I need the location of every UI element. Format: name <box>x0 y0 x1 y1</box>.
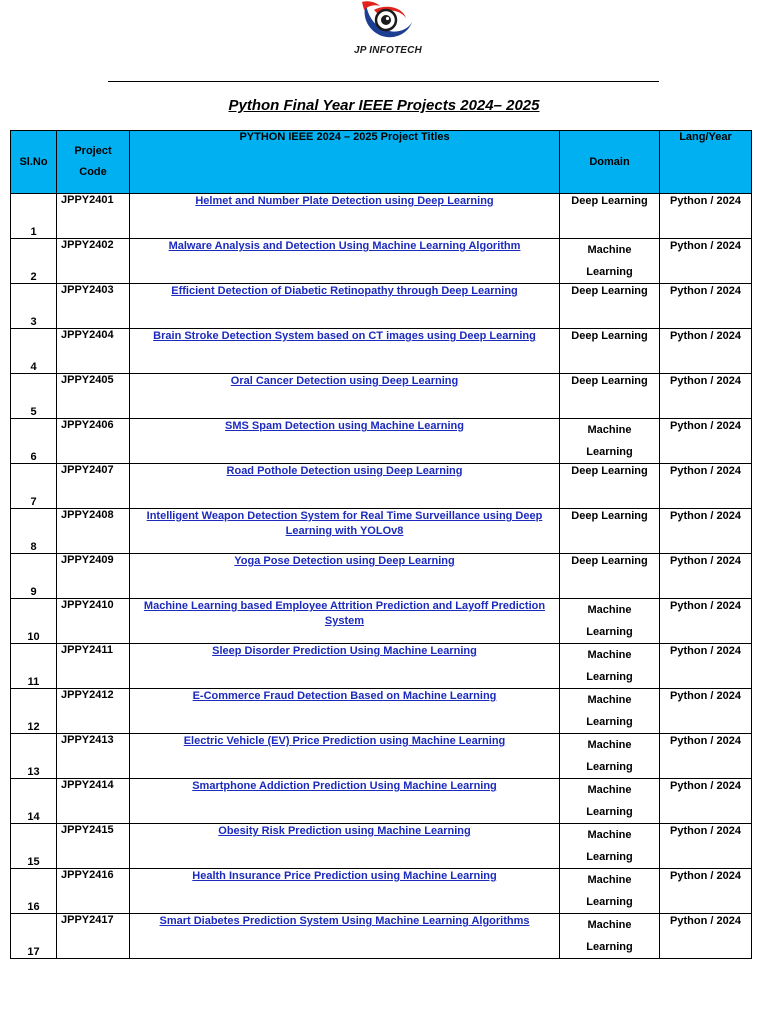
domain-line1: Machine <box>587 694 632 706</box>
project-title-link[interactable]: Efficient Detection of Diabetic Retinopathy through Deep Learning <box>171 285 518 297</box>
project-title-link[interactable]: Oral Cancer Detection using Deep Learning <box>230 375 459 387</box>
cell-lang-year: Python / 2024 <box>660 599 752 644</box>
cell-project-title <box>130 914 560 959</box>
cell-project-code: JPPY2405 <box>57 374 130 419</box>
cell-project-title <box>130 509 560 554</box>
cell-domain <box>560 644 660 689</box>
project-title-link[interactable]: Smart Diabetes Prediction System Using Machine Learning Algorithms <box>159 915 530 927</box>
table-header-row <box>11 131 752 194</box>
cell-lang-year: Python / 2024 <box>660 464 752 509</box>
cell-project-code: JPPY2416 <box>57 869 130 914</box>
cell-project-code: JPPY2404 <box>57 329 130 374</box>
cell-project-code: JPPY2408 <box>57 509 130 554</box>
project-title-link[interactable]: E-Commerce Fraud Detection Based on Machine Learning <box>192 690 497 702</box>
cell-sl-no: 3 <box>11 284 57 329</box>
cell-lang-year: Python / 2024 <box>660 329 752 374</box>
table-row <box>11 779 752 824</box>
domain-line1: Deep Learning <box>571 330 648 342</box>
table-row <box>11 239 752 284</box>
cell-lang-year: Python / 2024 <box>660 554 752 599</box>
cell-domain <box>560 329 660 374</box>
cell-project-code: JPPY2410 <box>57 599 130 644</box>
cell-lang-year: Python / 2024 <box>660 779 752 824</box>
cell-sl-no: 8 <box>11 509 57 554</box>
domain-line2: Learning <box>586 671 633 683</box>
cell-project-title <box>130 644 560 689</box>
cell-sl-no: 12 <box>11 689 57 734</box>
domain-line2: Learning <box>586 941 633 953</box>
project-title-link[interactable]: Machine Learning based Employee Attrition Prediction and Layoff Prediction System <box>143 600 546 627</box>
cell-project-code: JPPY2407 <box>57 464 130 509</box>
cell-project-title <box>130 284 560 329</box>
table-row <box>11 464 752 509</box>
header-project-titles: PYTHON IEEE 2024 – 2025 Project Titles <box>130 131 560 194</box>
domain-line1: Deep Learning <box>571 195 648 207</box>
project-title-link[interactable]: Road Pothole Detection using Deep Learning <box>226 465 463 477</box>
cell-lang-year: Python / 2024 <box>660 509 752 554</box>
cell-sl-no: 17 <box>11 914 57 959</box>
domain-line1: Deep Learning <box>571 465 648 477</box>
cell-lang-year: Python / 2024 <box>660 374 752 419</box>
projects-table <box>10 130 752 959</box>
cell-project-code: JPPY2411 <box>57 644 130 689</box>
table-row <box>11 374 752 419</box>
domain-line2: Learning <box>586 446 633 458</box>
cell-project-title <box>130 374 560 419</box>
cell-project-code: JPPY2412 <box>57 689 130 734</box>
domain-line2: Learning <box>586 806 633 818</box>
header-sl-no: Sl.No <box>11 131 57 194</box>
cell-domain <box>560 509 660 554</box>
cell-project-title <box>130 824 560 869</box>
project-title-link[interactable]: Malware Analysis and Detection Using Machine Learning Algorithm <box>168 240 521 252</box>
cell-lang-year: Python / 2024 <box>660 689 752 734</box>
table-row <box>11 914 752 959</box>
brand-name: JP INFOTECH <box>354 45 422 56</box>
cell-project-title <box>130 554 560 599</box>
project-title-link[interactable]: Obesity Risk Prediction using Machine Learning <box>218 825 471 837</box>
table-row <box>11 194 752 239</box>
cell-project-code: JPPY2406 <box>57 419 130 464</box>
cell-lang-year: Python / 2024 <box>660 734 752 779</box>
domain-line1: Deep Learning <box>571 285 648 297</box>
cell-domain <box>560 194 660 239</box>
cell-sl-no: 10 <box>11 599 57 644</box>
cell-domain <box>560 914 660 959</box>
cell-project-title <box>130 599 560 644</box>
cell-sl-no: 7 <box>11 464 57 509</box>
cell-project-title <box>130 239 560 284</box>
cell-project-code: JPPY2409 <box>57 554 130 599</box>
cell-domain <box>560 464 660 509</box>
cell-sl-no: 15 <box>11 824 57 869</box>
domain-line1: Machine <box>587 784 632 796</box>
cell-project-code: JPPY2413 <box>57 734 130 779</box>
project-title-link[interactable]: SMS Spam Detection using Machine Learning <box>225 420 464 432</box>
cell-sl-no: 2 <box>11 239 57 284</box>
header-project-code <box>57 131 130 194</box>
domain-line2: Learning <box>586 716 633 728</box>
cell-sl-no: 4 <box>11 329 57 374</box>
domain-line1: Machine <box>587 244 632 256</box>
cell-lang-year: Python / 2024 <box>660 869 752 914</box>
cell-domain <box>560 779 660 824</box>
domain-line2: Learning <box>586 626 633 638</box>
cell-project-title <box>130 869 560 914</box>
project-title-link[interactable]: Electric Vehicle (EV) Price Prediction using Machine Learning <box>183 735 506 747</box>
table-row <box>11 644 752 689</box>
header-divider <box>108 81 659 82</box>
header-code-line1: Project <box>74 145 112 157</box>
cell-sl-no: 9 <box>11 554 57 599</box>
domain-line2: Learning <box>586 266 633 278</box>
cell-sl-no: 5 <box>11 374 57 419</box>
table-row <box>11 509 752 554</box>
domain-line1: Machine <box>587 739 632 751</box>
domain-line1: Machine <box>587 829 632 841</box>
domain-line1: Machine <box>587 649 632 661</box>
table-row <box>11 419 752 464</box>
logo-swirl-icon <box>354 0 422 46</box>
domain-line1: Machine <box>587 604 632 616</box>
cell-domain <box>560 869 660 914</box>
cell-project-code: JPPY2417 <box>57 914 130 959</box>
domain-line2: Learning <box>586 851 633 863</box>
domain-line1: Machine <box>587 424 632 436</box>
table-row <box>11 599 752 644</box>
cell-lang-year: Python / 2024 <box>660 194 752 239</box>
project-title-link[interactable]: Intelligent Weapon Detection System for Real Time Surveillance using Deep Learning with YOLOv8 <box>146 510 543 537</box>
cell-domain <box>560 284 660 329</box>
table-row <box>11 689 752 734</box>
cell-project-code: JPPY2402 <box>57 239 130 284</box>
project-title-link[interactable]: Yoga Pose Detection using Deep Learning <box>234 555 455 567</box>
table-row <box>11 554 752 599</box>
cell-sl-no: 13 <box>11 734 57 779</box>
cell-project-title <box>130 329 560 374</box>
domain-line2: Learning <box>586 761 633 773</box>
cell-domain <box>560 419 660 464</box>
cell-sl-no: 1 <box>11 194 57 239</box>
cell-domain <box>560 734 660 779</box>
cell-domain <box>560 239 660 284</box>
header-domain: Domain <box>560 131 660 194</box>
table-row <box>11 824 752 869</box>
cell-project-title <box>130 689 560 734</box>
table-row <box>11 284 752 329</box>
domain-line1: Machine <box>587 919 632 931</box>
cell-lang-year: Python / 2024 <box>660 284 752 329</box>
domain-line1: Machine <box>587 874 632 886</box>
domain-line1: Deep Learning <box>571 510 648 522</box>
cell-project-code: JPPY2414 <box>57 779 130 824</box>
header-code-line2: Code <box>79 166 107 178</box>
cell-domain <box>560 554 660 599</box>
cell-lang-year: Python / 2024 <box>660 824 752 869</box>
cell-project-title <box>130 734 560 779</box>
cell-project-title <box>130 779 560 824</box>
project-title-link[interactable]: Helmet and Number Plate Detection using Deep Learning <box>195 195 494 207</box>
cell-sl-no: 14 <box>11 779 57 824</box>
project-title-link[interactable]: Smartphone Addiction Prediction Using Machine Learning <box>192 780 497 792</box>
cell-project-title <box>130 419 560 464</box>
cell-lang-year: Python / 2024 <box>660 239 752 284</box>
domain-line2: Learning <box>586 896 633 908</box>
cell-lang-year: Python / 2024 <box>660 914 752 959</box>
cell-sl-no: 6 <box>11 419 57 464</box>
cell-sl-no: 11 <box>11 644 57 689</box>
cell-domain <box>560 374 660 419</box>
cell-lang-year: Python / 2024 <box>660 644 752 689</box>
cell-project-title <box>130 464 560 509</box>
cell-domain <box>560 599 660 644</box>
domain-line1: Deep Learning <box>571 555 648 567</box>
page-title: Python Final Year IEEE Projects 2024– 2025 <box>228 97 540 114</box>
cell-project-code: JPPY2403 <box>57 284 130 329</box>
cell-domain <box>560 824 660 869</box>
cell-project-code: JPPY2401 <box>57 194 130 239</box>
cell-lang-year: Python / 2024 <box>660 419 752 464</box>
domain-line1: Deep Learning <box>571 375 648 387</box>
cell-domain <box>560 689 660 734</box>
table-row <box>11 869 752 914</box>
project-title-link[interactable]: Brain Stroke Detection System based on CT images using Deep Learning <box>153 330 536 342</box>
table-row <box>11 734 752 779</box>
cell-project-title <box>130 194 560 239</box>
cell-sl-no: 16 <box>11 869 57 914</box>
header-lang-year: Lang/Year <box>660 131 752 194</box>
company-logo <box>348 0 428 60</box>
project-title-link[interactable]: Sleep Disorder Prediction Using Machine Learning <box>212 645 477 657</box>
cell-project-code: JPPY2415 <box>57 824 130 869</box>
table-row <box>11 329 752 374</box>
project-title-link[interactable]: Health Insurance Price Prediction using Machine Learning <box>192 870 497 882</box>
